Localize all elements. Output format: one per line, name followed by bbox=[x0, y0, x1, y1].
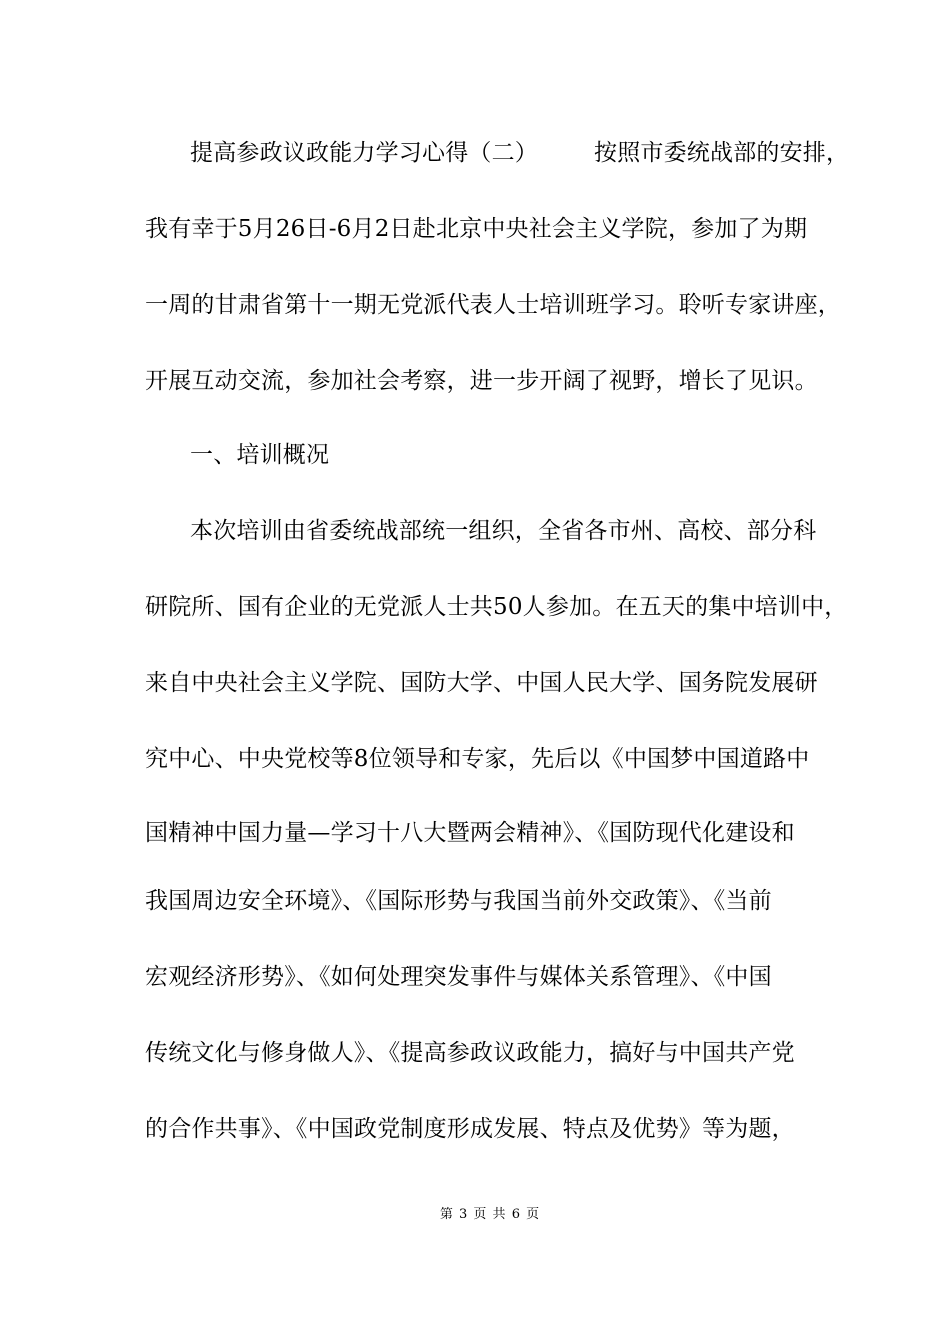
page-number-footer: 第 3 页 共 6 页 bbox=[439, 1207, 541, 1222]
body-line: 的合作共事》、《中国政党制度形成发展、特点及优势》等为题， bbox=[145, 1116, 795, 1142]
title-line bbox=[190, 138, 850, 168]
body-text: 按照市委统战部的安排， bbox=[594, 140, 850, 166]
body-line: 传统文化与修身做人》、《提高参政议政能力，搞好与中国共产党 bbox=[145, 1040, 795, 1066]
body-line: 究中心、中央党校等8位领导和专家，先后以《中国梦中国道路中 bbox=[145, 746, 810, 772]
section-heading: 一、培训概况 bbox=[190, 442, 330, 468]
body-line: 我有幸于5月26日-6月2日赴北京中央社会主义学院，参加了为期 bbox=[145, 216, 808, 242]
body-line: 一周的甘肃省第十一期无党派代表人士培训班学习。聆听专家讲座， bbox=[145, 292, 841, 318]
body-line: 开展互动交流，参加社会考察，进一步开阔了视野，增长了见识。 bbox=[145, 368, 818, 394]
document-title: 提高参政议政能力学习心得（二） bbox=[190, 140, 538, 166]
body-line: 本次培训由省委统战部统一组织，全省各市州、高校、部分科 bbox=[190, 518, 817, 544]
body-line: 我国周边安全环境》、《国际形势与我国当前外交政策》、《当前 bbox=[145, 888, 772, 914]
body-line: 研院所、国有企业的无党派人士共50人参加。在五天的集中培训中， bbox=[145, 594, 848, 620]
body-line: 宏观经济形势》、《如何处理突发事件与媒体关系管理》、《中国 bbox=[145, 964, 772, 990]
body-line: 国精神中国力量—学习十八大暨两会精神》、《国防现代化建设和 bbox=[145, 820, 795, 846]
body-line: 来自中央社会主义学院、国防大学、中国人民大学、国务院发展研 bbox=[145, 670, 818, 696]
